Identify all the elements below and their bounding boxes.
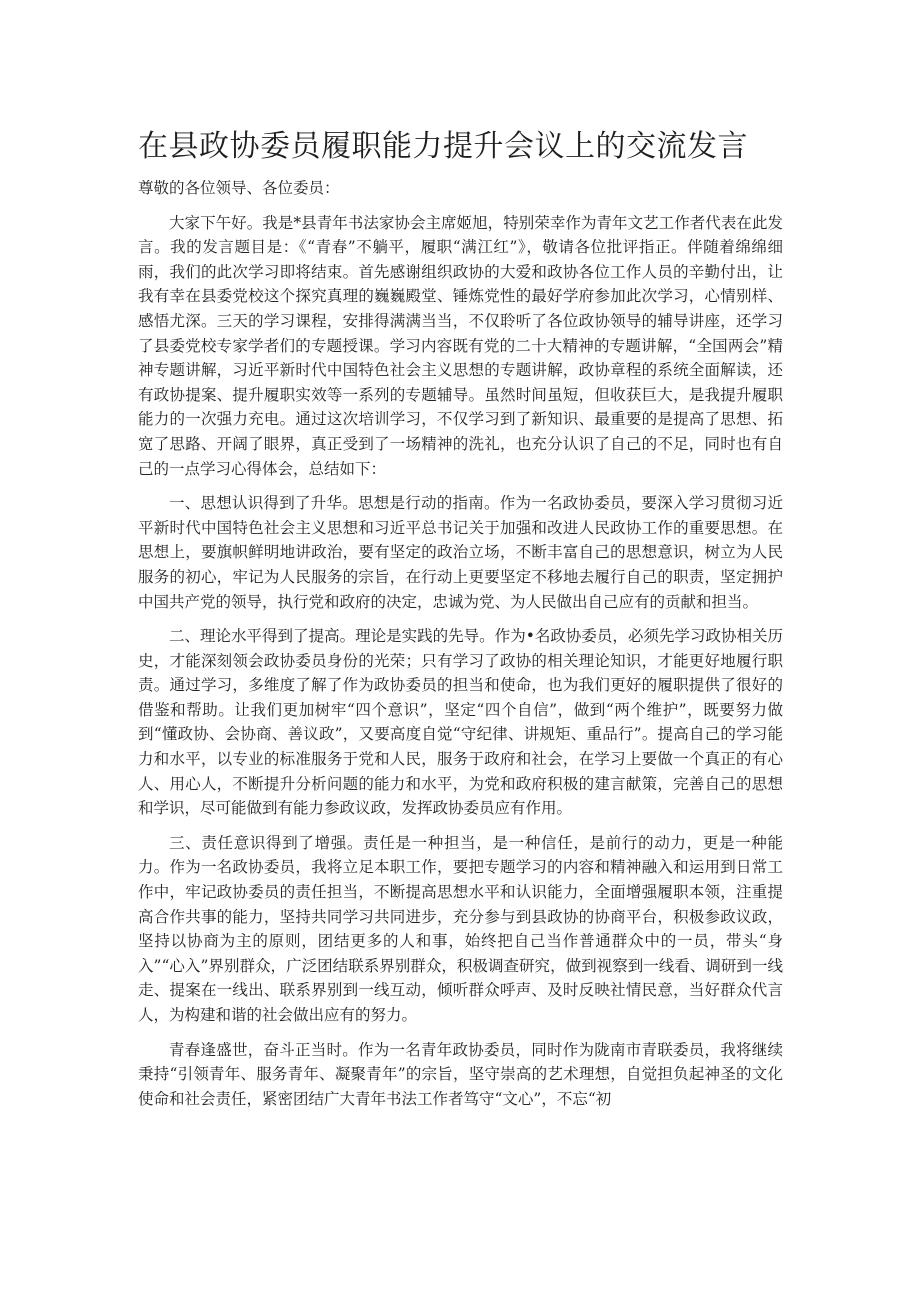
document-title: 在县政协委员履职能力提升会议上的交流发言 [138,129,748,164]
paragraph-section-1: 一、思想认识得到了升华。思想是行动的指南。作为一名政协委员，要深入学习贯彻习近平新时代中国特色社会主义思想和习近平总书记关于加强和改进人民政协工作的重要思想。在思想上，要旗帜鲜明地讲政治，要有坚定的政治立场，不断丰富自己的思想意识，树立为人民服务的初心，牢记为人民服务的宗旨，在行动上更要坚定不移地去履行自己的职责，坚定拥护中国共产党的领导，执行党和政府的决定，忠诚为党、为人民做出自己应有的贡献和担当。 [138,494,783,611]
paragraph-opening: 大家下午好。我是*县青年书法家协会主席姬旭，特别荣幸作为青年文艺工作者代表在此发言。我的发言题目是：《“青春”不躺平，履职“满江红”》，敬请各位批评指正。伴随着绵绵细雨，我们的此次学习即将结束。首先感谢组织政协的大爱和政协各位工作人员的辛勤付出，让我有幸在县委党校这个探究真理的巍巍殿堂、锤炼党性的最好学府参加此次学习，心情别样、感悟尤深。三天的学习课程，安排得满满当当，不仅聆听了各位政协领导的辅导讲座，还学习了县委党校专家学者们的专题授课。学习内容既有党的二十大精神的专题讲解，“全国两会”精神专题讲解，习近平新时代中国特色社会主义思想的专题讲解，政协章程的系统全面解读，还有政协提案、提升履职实效等一系列的专题辅导。虽然时间虽短，但收获巨大，是我提升履职能力的一次强力充电。通过这次培训学习，不仅学习到了新知识、最重要的是提高了思想、拓宽了思路、开阔了眼界，真正受到了一场精神的洗礼，也充分认识了自己的不足，同时也有自己的一点学习心得体会，总结如下： [138,213,783,478]
document-body [138,176,783,1121]
salutation: 尊敬的各位领导、各位委员： [138,179,340,197]
paragraph-closing: 青春逢盛世，奋斗正当时。作为一名青年政协委员，同时作为陇南市青联委员，我将继续秉持“引领青年、服务青年、凝聚青年”的宗旨，坚守崇高的艺术理想，自觉担负起神圣的文化使命和社会责任，紧密团结广大青年书法工作者笃守“文心”，不忘“初 [138,1040,783,1108]
paragraph-section-3: 三、责任意识得到了增强。责任是一种担当，是一种信任，是前行的动力，更是一种能力。作为一名政协委员，我将立足本职工作，要把专题学习的内容和精神融入和运用到日常工作中，牢记政协委员的责任担当，不断提高思想水平和认识能力，全面增强履职本领，注重提高合作共事的能力，坚持共同学习共同进步，充分参与到县政协的协商平台，积极参政议政，坚持以协商为主的原则，团结更多的人和事，始终把自己当作普通群众中的一员，带头“身入”“心入”界别群众，广泛团结联系界别群众，积极调查研究，做到视察到一线看、调研到一线走、提案在一线出、联系界别到一线互动，倾听群众呼声、及时反映社情民意，当好群众代言人，为构建和谐的社会做出应有的努力。 [138,833,783,1024]
paragraph-section-2: 二、理论水平得到了提高。理论是实践的先导。作为•名政协委员，必须先学习政协相关历史，才能深刻领会政协委员身份的光荣；只有学习了政协的相关理论知识，才能更好地履行职责。通过学习，多维度了解了作为政协委员的担当和使命，也为我们更好的履职提供了很好的借鉴和帮助。让我们更加树牢“四个意识”，坚定“四个自信”，做到“两个维护”，既要努力做到“懂政协、会协商、善议政”，又要高度自觉“守纪律、讲规矩、重品行”。提高自己的学习能力和水平，以专业的标准服务于党和人民，服务于政府和社会，在学习上要做一个真正的有心人、用心人，不断提升分析问题的能力和水平，为党和政府积极的建言献策，完善自己的思想和学识，尽可能做到有能力参政议政，发挥政协委员应有作用。 [138,627,783,818]
